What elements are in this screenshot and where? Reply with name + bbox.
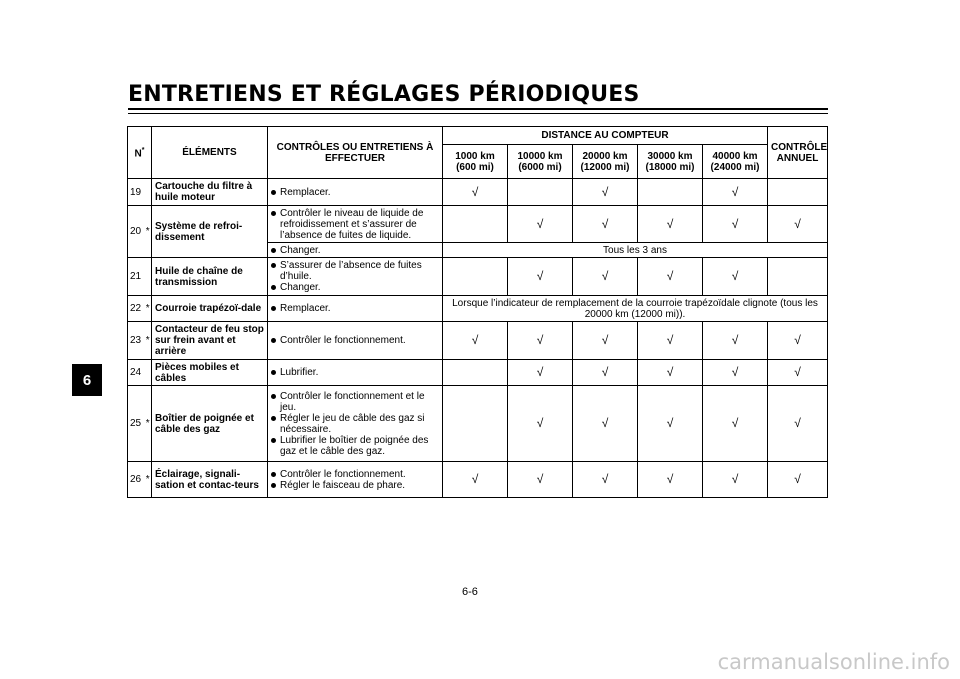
check-mark: √ [638,322,703,360]
action-item: Lubrifier le boîtier de poignée des gaz et le câble des gaz. [271,435,439,457]
row-actions [268,462,443,498]
table-row [128,296,828,322]
check-mark: √ [638,206,703,243]
action-item: Contrôler le fonctionnement. [271,469,439,480]
km-header: 40000 km (24000 mi) [703,145,768,179]
check-mark: √ [703,386,768,462]
empty-cell [638,179,703,206]
row-number: 21 [128,258,145,296]
check-mark: √ [573,258,638,296]
table-row [128,462,828,498]
check-mark: √ [508,206,573,243]
row-actions [268,179,443,206]
row-star: * [145,386,152,462]
empty-cell [443,258,508,296]
distance-header: DISTANCE AU COMPTEUR [443,127,768,145]
row-star: * [145,296,152,322]
row-actions [268,206,443,243]
elements-header: ÉLÉMENTS [152,127,268,179]
check-mark: √ [768,462,828,498]
table-row [128,179,828,206]
row-actions [268,243,443,258]
row-star [145,360,152,386]
check-mark: √ [703,322,768,360]
km-header: 30000 km (18000 mi) [638,145,703,179]
interval-text: Tous les 3 ans [443,243,828,258]
title-rule-thick [128,108,828,110]
check-mark: √ [443,179,508,206]
check-mark: √ [703,206,768,243]
check-mark: √ [508,360,573,386]
check-mark: √ [573,386,638,462]
check-mark: √ [508,462,573,498]
empty-cell [443,360,508,386]
check-mark: √ [508,258,573,296]
row-element: Éclairage, signali-sation et contac-teurs [152,462,268,498]
check-mark: √ [638,386,703,462]
check-mark: √ [443,462,508,498]
row-element: Boîtier de poignée et câble des gaz [152,386,268,462]
check-mark: √ [703,462,768,498]
interval-text: Lorsque l’indicateur de remplacement de la courroie trapézoïdale clignote (tous les 20000 km (12000 mi)). [443,296,828,322]
row-element: Cartouche du filtre à huile moteur [152,179,268,206]
row-number: 22 [128,296,145,322]
check-mark: √ [703,360,768,386]
action-item: Régler le faisceau de phare. [271,480,439,491]
row-star: * [145,206,152,258]
row-element: Courroie trapézoï-dale [152,296,268,322]
empty-cell [443,386,508,462]
check-mark: √ [443,322,508,360]
page-number: 6-6 [462,586,478,598]
empty-cell [768,258,828,296]
title-rule-thin [128,113,828,114]
row-element: Pièces mobiles et câbles [152,360,268,386]
check-mark: √ [573,179,638,206]
check-mark: √ [768,360,828,386]
check-mark: √ [703,258,768,296]
row-number: 26 [128,462,145,498]
check-mark: √ [573,462,638,498]
row-star: * [145,322,152,360]
row-number: 19 [128,179,145,206]
table-row [128,258,828,296]
km-header: 1000 km (600 mi) [443,145,508,179]
num-header: N* [128,127,152,179]
row-actions [268,258,443,296]
empty-cell [768,179,828,206]
check-mark: √ [508,322,573,360]
checks-header: CONTRÔLES OU ENTRETIENS À EFFECTUER [268,127,443,179]
check-mark: √ [703,179,768,206]
check-mark: √ [573,322,638,360]
header-row-1 [128,127,828,145]
empty-cell [443,206,508,243]
row-star [145,258,152,296]
row-number: 25 [128,386,145,462]
action-item: Lubrifier. [271,367,439,378]
km-header: 20000 km (12000 mi) [573,145,638,179]
action-item: S’assurer de l’absence de fuites d’huile. [271,260,439,282]
action-item: Contrôler le niveau de liquide de refroidissement et s’assurer de l’absence de fuites de liquide. [271,208,439,241]
check-mark: √ [638,462,703,498]
watermark: carmanualsonline.info [717,650,950,674]
row-star: * [145,462,152,498]
action-item: Remplacer. [271,303,439,314]
action-item: Contrôler le fonctionnement et le jeu. [271,391,439,413]
row-element: Huile de chaîne de transmission [152,258,268,296]
action-item: Changer. [271,282,439,293]
row-number: 20 [128,206,145,258]
page-title: ENTRETIENS ET RÉGLAGES PÉRIODIQUES [128,82,640,107]
table-row [128,386,828,462]
check-mark: √ [573,206,638,243]
row-actions [268,360,443,386]
check-mark: √ [508,386,573,462]
maintenance-table [127,126,828,498]
action-item: Régler le jeu de câble des gaz si nécessaire. [271,413,439,435]
row-actions [268,296,443,322]
check-mark: √ [768,386,828,462]
check-mark: √ [573,360,638,386]
row-number: 23 [128,322,145,360]
table-row [128,322,828,360]
table-row [128,360,828,386]
chapter-tab: 6 [72,364,102,396]
row-actions [268,322,443,360]
check-mark: √ [768,206,828,243]
action-item: Changer. [271,245,439,256]
table-row [128,206,828,243]
row-star [145,179,152,206]
row-element: Contacteur de feu stop sur frein avant et arrière [152,322,268,360]
row-element: Système de refroi-dissement [152,206,268,258]
check-mark: √ [638,360,703,386]
check-mark: √ [768,322,828,360]
km-header: 10000 km (6000 mi) [508,145,573,179]
row-actions [268,386,443,462]
annual-header: CONTRÔLE ANNUEL [768,127,828,179]
action-item: Remplacer. [271,187,439,198]
empty-cell [508,179,573,206]
row-number: 24 [128,360,145,386]
action-item: Contrôler le fonctionnement. [271,335,439,346]
check-mark: √ [638,258,703,296]
